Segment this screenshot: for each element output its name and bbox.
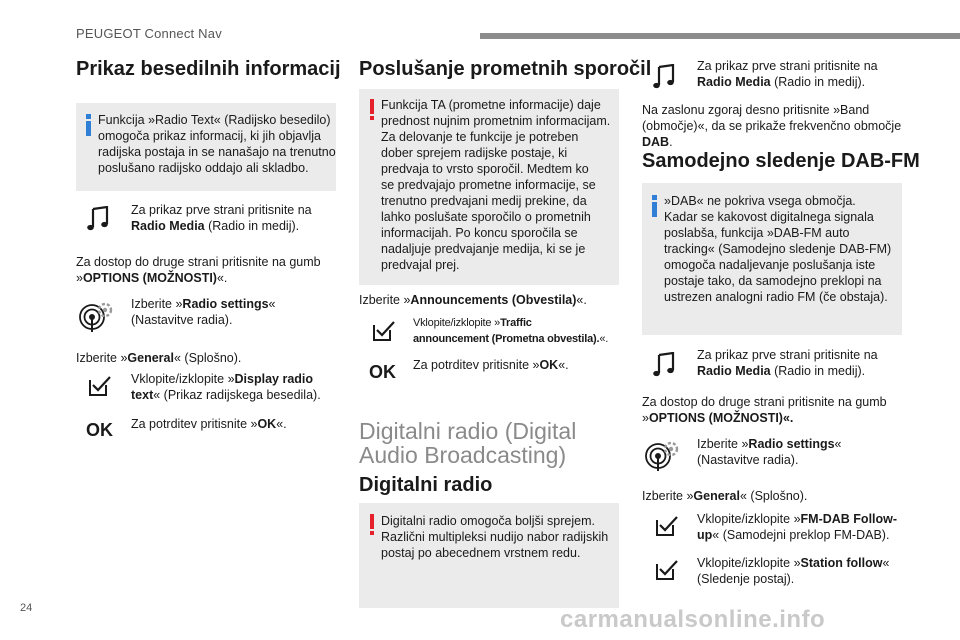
info-line: poslušano radijsko oddajo ali skladbo. (98, 161, 309, 175)
warning-line: informacijah. Po koncu sporočila se (381, 226, 578, 240)
section-title: Digitalni radio (Digital (359, 418, 577, 444)
warning-line: prednost nujnim prometnim informacijam. (381, 114, 611, 128)
step-text: text« (Prikaz radijskega besedila). (131, 388, 321, 402)
paragraph-text: »OPTIONS (MOŽNOSTI)«. (642, 411, 794, 425)
paragraph-text: Izberite »General« (Splošno). (76, 351, 242, 365)
warning-line: trenutno predvajani medij prekine, da (381, 194, 587, 208)
step-text: Za prikaz prve strani pritisnite na (697, 59, 878, 73)
heading-dab-fm: Samodejno sledenje DAB-FM (642, 150, 920, 172)
warning-line: dober sprejem radijske postaje, ki (381, 146, 568, 160)
warning-line: se predvajajo prometne informacije, se (381, 178, 596, 192)
paragraph-text: Za dostop do druge strani pritisnite na gumb (642, 395, 887, 409)
warning-line: postaj po abecednem vrstnem redu. (381, 546, 581, 560)
info-box-dab-fm (642, 183, 902, 335)
step-text: Za potrditev pritisnite »OK«. (131, 417, 287, 431)
warning-line: predvaja to vrsto sporočil. Medtem ko (381, 162, 589, 176)
info-line: omogoča prikaz informacij, ki jih objavlja (98, 129, 322, 143)
radio-settings-icon (644, 440, 680, 472)
music-note-icon (87, 206, 109, 232)
warning-line: Za delovanje te funkcije je potreben (381, 130, 579, 144)
ok-icon: OK (369, 362, 396, 382)
step-text: (Nastavitve radia). (131, 313, 233, 327)
info-box-radio-text (76, 103, 336, 191)
info-line: tracking« (Samodejno sledenje DAB-FM) (664, 242, 892, 256)
paragraph-text: DAB. (642, 135, 673, 149)
watermark: carmanualsonline.info (560, 606, 826, 633)
warning-icon (368, 514, 376, 536)
info-line: postaje tako, da samodejno preklopi na (664, 274, 882, 288)
paragraph-text: Za dostop do druge strani pritisnite na gumb (76, 255, 321, 269)
checkbox-icon (655, 559, 679, 581)
step-text: Vklopite/izklopite »Traffic (413, 317, 532, 329)
step-text: up« (Samodejni preklop FM-DAB). (697, 528, 890, 542)
step-text: Vklopite/izklopite »Display radio (131, 372, 314, 386)
step-text: Izberite »Radio settings« (697, 437, 842, 451)
info-line: Kadar se kakovost digitalnega signala (664, 210, 874, 224)
heading-text-info: Prikaz besedilnih informacij (76, 58, 341, 80)
ok-icon: OK (86, 420, 113, 440)
radio-settings-icon (78, 301, 114, 333)
subheading-digital-radio: Digitalni radio (359, 474, 493, 496)
step-text: (Sledenje postaj). (697, 572, 795, 586)
music-note-icon (653, 64, 675, 90)
info-line: »DAB« ne pokriva vsega območja. (664, 194, 856, 208)
step-text: (Nastavitve radia). (697, 453, 799, 467)
warning-line: predvajal prej. (381, 258, 460, 272)
warning-line: nadaljuje predvajanje medija, ki se je (381, 242, 586, 256)
paragraph-text: (območje)«, da se prikaže frekvenčno območje (642, 119, 902, 133)
section-title: Audio Broadcasting) (359, 442, 567, 468)
paragraph-text: Izberite »General« (Splošno). (642, 489, 808, 503)
music-note-icon (653, 352, 675, 378)
page-number: 24 (20, 602, 33, 614)
heading-traffic: Poslušanje prometnih sporočil (359, 58, 652, 80)
warning-line: Različni multipleksi nudijo nabor radijskih (381, 530, 609, 544)
running-header: PEUGEOT Connect Nav (76, 26, 222, 41)
info-line: radijska postaja in se nanašajo na trenutno (98, 145, 336, 159)
warning-box-ta (359, 89, 619, 285)
warning-line: Digitalni radio omogoča boljši sprejem. (381, 514, 595, 528)
step-text: Radio Media (Radio in medij). (697, 75, 866, 89)
step-text: Za prikaz prve strani pritisnite na (131, 203, 312, 217)
checkbox-icon (655, 515, 679, 537)
step-text: Vklopite/izklopite »FM-DAB Follow- (697, 512, 898, 526)
info-line: ustrezen analogni radio FM (če obstaja). (664, 290, 888, 304)
checkbox-icon (88, 375, 112, 397)
info-icon (648, 195, 662, 217)
paragraph-text: Na zaslonu zgoraj desno pritisnite »Band (642, 103, 870, 117)
info-line: poslabša, funkcija »DAB-FM auto (664, 226, 850, 240)
step-text: Za potrditev pritisnite »OK«. (413, 358, 569, 372)
step-text: Radio Media (Radio in medij). (131, 219, 300, 233)
paragraph-text: Izberite »Announcements (Obvestila)«. (359, 293, 587, 307)
checkbox-icon (372, 320, 396, 342)
warning-box-dab (359, 503, 619, 608)
info-line: omogoča nadaljevanje poslušanja iste (664, 258, 876, 272)
info-line: Funkcija »Radio Text« (Radijsko besedilo) (98, 113, 331, 127)
step-text: announcement (Prometna obvestila).«. (413, 333, 609, 345)
paragraph-text: »OPTIONS (MOŽNOSTI)«. (76, 271, 228, 285)
warning-line: lahko poslušate sporočilo o prometnih (381, 210, 591, 224)
info-icon (82, 114, 96, 136)
warning-line: Funkcija TA (prometne informacije) daje (381, 98, 601, 112)
step-text: Izberite »Radio settings« (131, 297, 276, 311)
step-text: Vklopite/izklopite »Station follow« (697, 556, 890, 570)
header-rule (480, 33, 960, 39)
step-text: Radio Media (Radio in medij). (697, 364, 866, 378)
warning-icon (368, 99, 376, 121)
step-text: Za prikaz prve strani pritisnite na (697, 348, 878, 362)
